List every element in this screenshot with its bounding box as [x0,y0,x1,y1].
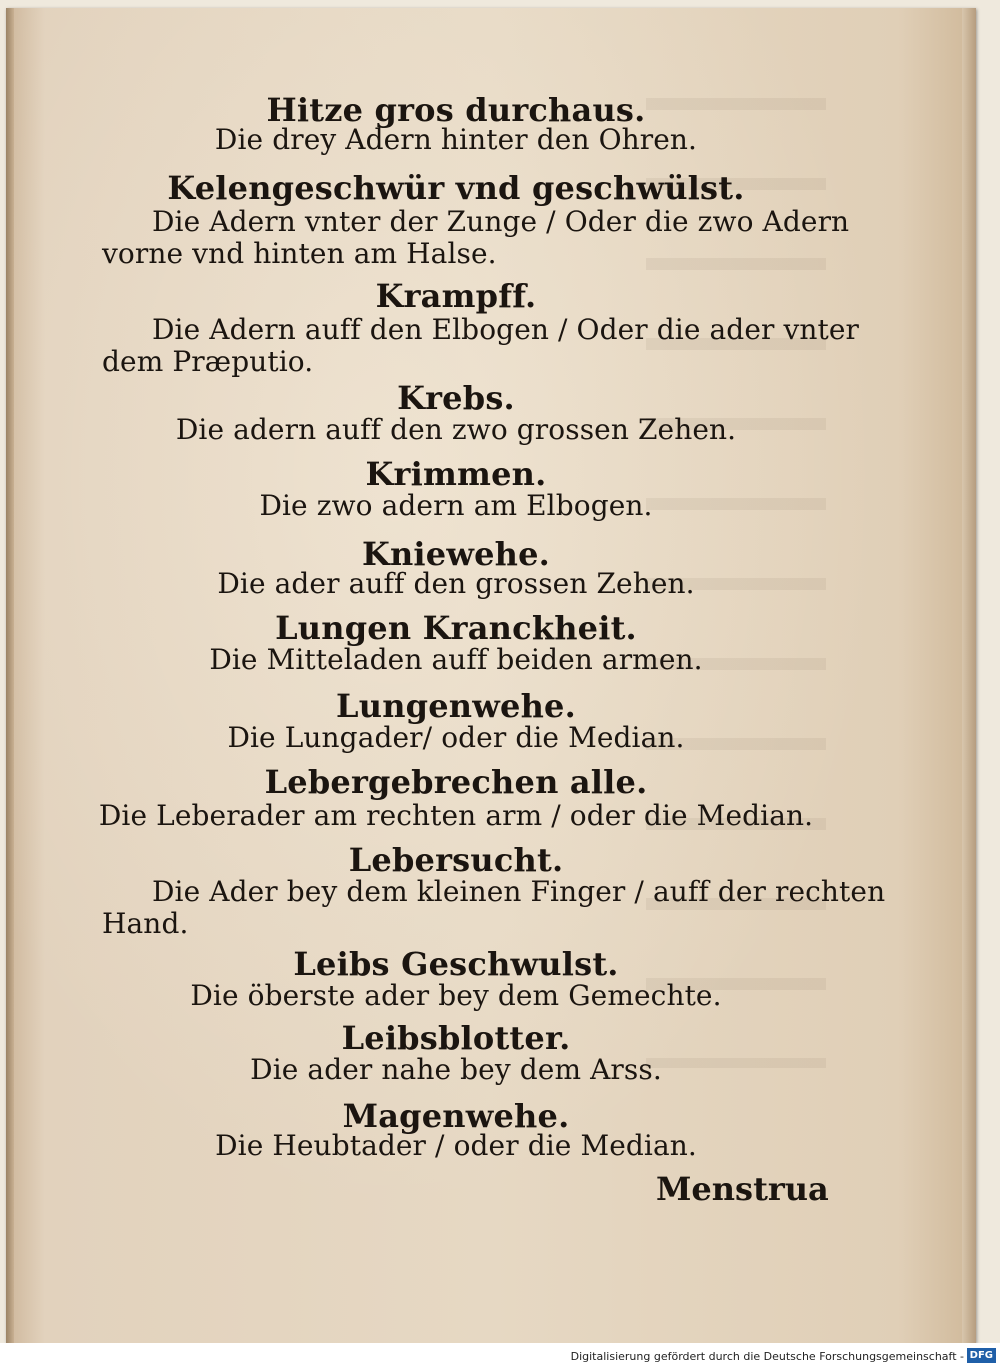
entry-line: Die Adern vnter der Zunge / Oder die zwo Adern [152,205,850,238]
entry-line: Hand. [102,907,189,940]
entry-heading: Kelengeschwür vnd geschwülst. [167,169,745,207]
entry-heading: Lungen Kranckheit. [275,609,637,647]
digitization-credit: Digitalisierung gefördert durch die Deutsche Forschungsgemeinschaft - [570,1350,964,1363]
entry-heading: Magenwehe. [342,1097,570,1135]
entry-heading: Kniewehe. [361,535,551,573]
entry-heading: Leibsblotter. [341,1019,571,1057]
entry-line: Die zwo adern am Elbogen. [259,489,653,522]
entry-line: Die Ader bey dem kleinen Finger / auff der rechten [152,875,886,908]
entry-line: vorne vnd hinten am Halse. [102,237,497,270]
entry-heading: Krimmen. [365,455,547,493]
entry-line: Die Lungader/ oder die Median. [227,721,685,754]
entry-line: Die ader auff den grossen Zehen. [217,567,695,600]
entry-line: dem Præputio. [102,345,314,378]
page-edge [962,8,976,1343]
entry-line: Die adern auff den zwo grossen Zehen. [175,413,737,446]
entry-heading: Hitze gros durchaus. [266,91,646,129]
entry-heading: Lebergebrechen alle. [264,763,648,801]
dfg-logo: DFG [967,1348,996,1363]
catchword: Menstrua [656,1170,829,1208]
entry-line: Die Adern auff den Elbogen / Oder die ader vnter [152,313,860,346]
entry-heading: Krebs. [397,379,515,417]
entry-line: Die öberste ader bey dem Gemechte. [190,979,722,1012]
entry-line: Die Leberader am rechten arm / oder die Median. [98,799,814,832]
entry-heading: Leibs Geschwulst. [293,945,619,983]
book-page [6,8,976,1343]
entry-line: Die Heubtader / oder die Median. [215,1129,697,1162]
entry-line: Die ader nahe bey dem Arss. [250,1053,662,1086]
entry-line: Die Mitteladen auff beiden armen. [209,643,703,676]
entry-heading: Lungenwehe. [336,687,576,725]
entry-heading: Krampff. [375,277,537,315]
digitization-footer [0,1343,1000,1367]
entry-line: Die drey Adern hinter den Ohren. [214,123,698,156]
entry-heading: Lebersucht. [348,841,564,879]
